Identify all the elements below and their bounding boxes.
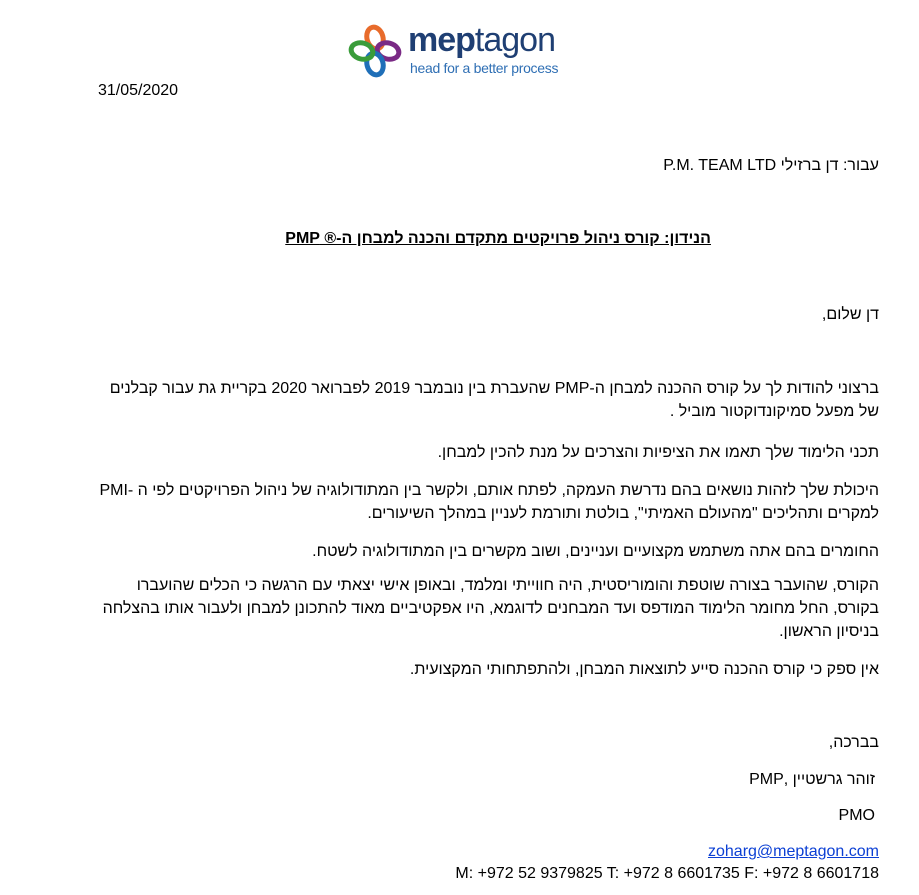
paragraph-3: היכולת שלך לזהות נושאים בהם נדרשת העמקה, לפתח אותם, ולקשר בין המתודולוגיה של ניהול הפרויקטים לפי ה -PMI למקרים ותהליכים "מהעולם האמיתי", בולטת ותורמת לעניין במהלך השיעורים. bbox=[99, 482, 879, 522]
letter-date: 31/05/2020 bbox=[98, 82, 179, 99]
letter-greeting: דן שלום, bbox=[821, 306, 879, 323]
letter-recipient: עבור: דן ברזילי P.M. TEAM LTD bbox=[663, 157, 879, 174]
paragraph-5: הקורס, שהועבר בצורה שוטפת והומוריסטית, היה חווייתי ומלמד, ובאופן אישי יצאתי עם הרגשה כי הכלים שהועברו בקורס, החל מחומר הלימוד המודפס ועד המבחנים לדוגמא, היו אפקטיביים מאוד להתכונן למבחן ולעבור אותו בהצלחה בניסיון הראשון. bbox=[102, 577, 879, 640]
paragraph-6: אין ספק כי קורס ההכנה סייע לתוצאות המבחן, ולהתפתחותי המקצועית. bbox=[409, 661, 879, 678]
company-logo bbox=[348, 21, 568, 80]
logo-word-bold: mep bbox=[408, 21, 475, 59]
signer-name: זוהר גרשטיין ,PMP bbox=[749, 771, 875, 788]
logo-word-light: tagon bbox=[474, 21, 556, 59]
contact-phone-line: M: +972 52 9379825 T: +972 8 6601735 F: +972 8 6601718 bbox=[455, 865, 879, 882]
logo-wordmark bbox=[408, 21, 555, 60]
meptagon-flower-icon bbox=[348, 24, 402, 78]
email-link[interactable]: zoharg@meptagon.com bbox=[708, 843, 879, 860]
signer-role: PMO bbox=[838, 807, 875, 824]
logo-tagline: head for a better process bbox=[410, 60, 559, 76]
paragraph-2: תכני הלימוד שלך תאמו את הציפיות והצרכים על מנת להכין למבחן. bbox=[437, 444, 879, 461]
letter-subject: הנידון: קורס ניהול פרויקטים מתקדם והכנה למבחן ה-® PMP bbox=[285, 230, 711, 247]
paragraph-4: החומרים בהם אתה משתמש מקצועיים ועניינים, ושוב מקשרים בין המתודולוגיה לשטח. bbox=[312, 543, 879, 560]
letter-closing: בברכה, bbox=[828, 734, 879, 751]
paragraph-1: ברצוני להודות לך על קורס ההכנה למבחן ה-PMP שהעברת בין נובמבר 2019 לפברואר 2020 בקריית גת עבור קבלנים של מפעל סמיקונדוקטור מוביל . bbox=[109, 380, 879, 420]
